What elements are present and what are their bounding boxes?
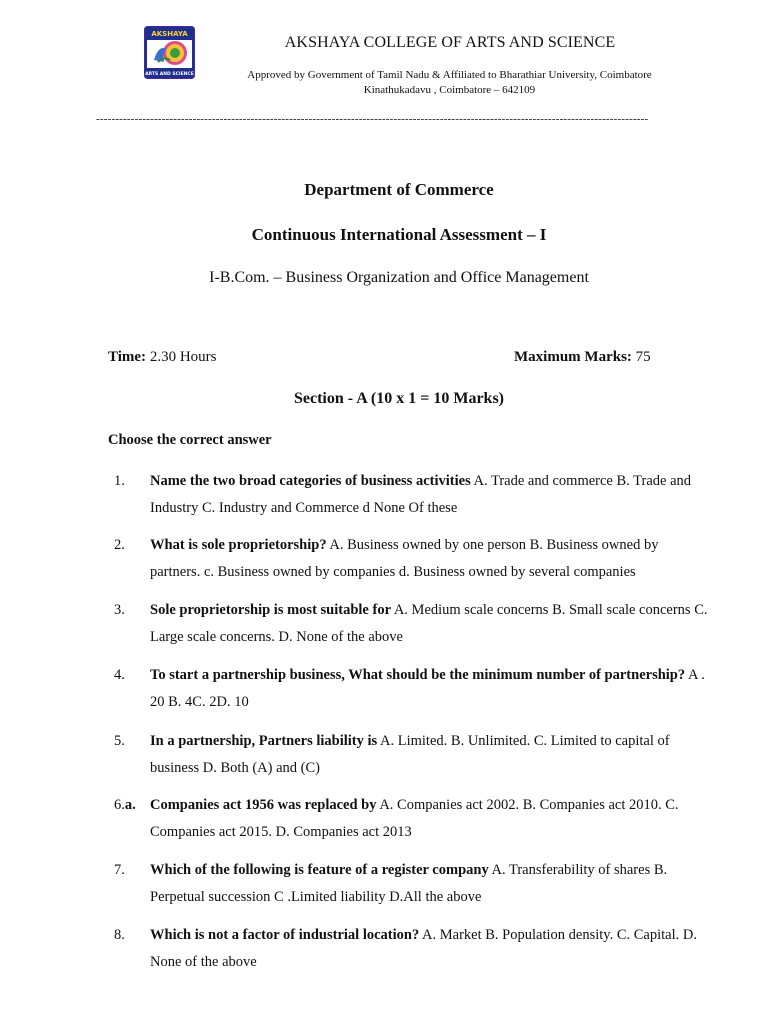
question-number: 8. [114, 927, 125, 943]
question-text: What is sole proprietorship? [150, 537, 327, 553]
section-instruction: Choose the correct answer [108, 432, 272, 448]
question-options: A. Business owned by one person B. Business owned by partners. c. Business owned by companies d. Business owned by several companies [150, 537, 659, 580]
time-value: 2.30 Hours [146, 349, 217, 365]
approval-line-2: Kinathukadavu , Coimbatore – 642109 [363, 84, 536, 96]
question-item [108, 597, 708, 650]
time-label: Time: [108, 349, 147, 365]
question-number-suffix: a. [124, 797, 136, 813]
question-options: A. Market B. Population density. C. Capital. D. None of the above [150, 927, 697, 970]
exam-time [108, 349, 216, 366]
question-options: A. Limited. B. Unlimited. C. Limited to capital of business D. Both (A) and (C) [150, 733, 670, 776]
question-text: To start a partnership business, What should be the minimum number of partnership? [150, 667, 686, 683]
question-text: In a partnership, Partners liability is [150, 733, 378, 749]
college-name: AKSHAYA COLLEGE OF ARTS AND SCIENCE [284, 34, 616, 51]
exam-max-marks [514, 349, 651, 366]
question-text: Which of the following is feature of a register company [150, 862, 489, 878]
header-divider: ----------------------------------------------------------------------------------------------------------------------------------------------- [96, 113, 649, 125]
course-title: I-B.Com. – Business Organization and Office Management [209, 269, 589, 286]
approval-text [222, 68, 677, 98]
question-number: 7. [114, 862, 125, 878]
logo-bottom-text: ARTS AND SCIENCE [145, 72, 194, 77]
question-options: A . 20 B. 4C. 2D. 10 [150, 667, 705, 710]
question-number: 4. [114, 667, 125, 683]
question-options: A. Companies act 2002. B. Companies act 2010. C. Companies act 2015. D. Companies act 2013 [150, 797, 679, 840]
marks-value: 75 [631, 349, 651, 365]
question-item [108, 532, 708, 585]
question-options: A. Medium scale concerns B. Small scale concerns C. Large scale concerns. D. None of the above [150, 602, 708, 645]
question-number: 2. [114, 537, 125, 553]
department-title: Department of Commerce [304, 180, 494, 199]
question-item [108, 792, 708, 845]
question-text: Which is not a factor of industrial location? [150, 927, 420, 943]
question-text: Sole proprietorship is most suitable for [150, 602, 391, 618]
question-options: A. Transferability of shares B. Perpetual succession C .Limited liability D.All the above [150, 862, 668, 905]
question-number: 5. [114, 733, 125, 749]
question-item [108, 922, 708, 975]
approval-line-1: Approved by Government of Tamil Nadu & Affiliated to Bharathiar University, Coimbatore [247, 69, 652, 81]
question-text: Name the two broad categories of business activities [150, 473, 471, 489]
assessment-title: Continuous International Assessment – I [251, 225, 547, 244]
question-item [108, 662, 708, 715]
question-number [114, 792, 136, 819]
marks-label: Maximum Marks: [514, 349, 632, 365]
question-item [108, 857, 708, 910]
question-number: 3. [114, 602, 125, 618]
question-number: 1. [114, 473, 125, 489]
section-title: Section - A (10 x 1 = 10 Marks) [294, 390, 504, 407]
question-options: A. Trade and commerce B. Trade and Industry C. Industry and Commerce d None Of these [150, 473, 692, 516]
college-logo [144, 26, 195, 79]
question-item [108, 728, 708, 781]
question-number-main: 6. [114, 797, 125, 813]
question-text: Companies act 1956 was replaced by [150, 797, 377, 813]
logo-top-text: AKSHAYA [151, 30, 188, 38]
question-item [108, 468, 708, 521]
